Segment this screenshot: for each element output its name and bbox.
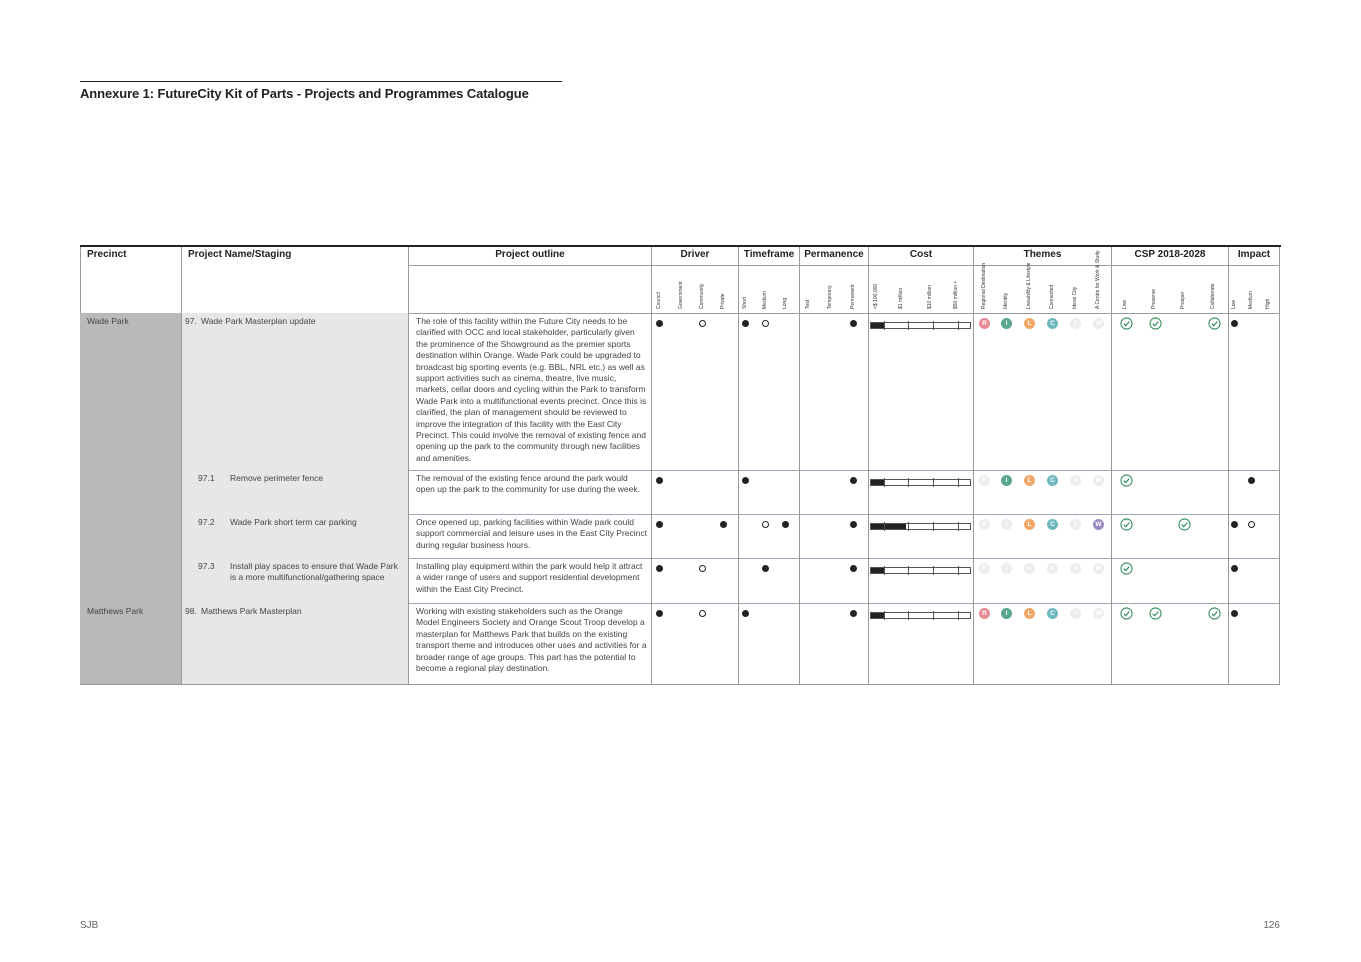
header-project-label: Project Name/Staging [188, 249, 292, 260]
cost-bar-tick [884, 478, 885, 487]
theme-badge-I: I [1070, 318, 1081, 329]
subheader-themes-1: Identity [1003, 292, 1009, 309]
impact-open-marker [1248, 521, 1255, 528]
project-outline: Working with existing stakeholders such as the Orange Model Engineers Society and Orange Scout Troop develop a masterplan for Matthews Park that builds on the existing transport theme and introduces other uses and activities for a broader range of age groups. This part has the potential to become a regional play destination. [416, 606, 647, 674]
theme-badge-R: R [979, 563, 990, 574]
theme-badge-C: C [1047, 318, 1058, 329]
cost-bar-tick [908, 478, 909, 487]
theme-badge-L: L [1024, 563, 1035, 574]
permanence-filled-marker [850, 521, 857, 528]
check-circle-icon [1120, 317, 1133, 330]
cost-bar-fill [871, 480, 885, 485]
cell-timeframe [739, 470, 800, 514]
subheader-driver-1: Government [678, 281, 684, 309]
title-rule [80, 81, 562, 82]
theme-badge-W: W [1093, 563, 1104, 574]
cell-impact [1229, 313, 1280, 470]
theme-badge-W: W [1093, 519, 1104, 530]
check-circle-icon [1208, 317, 1221, 330]
header-precinct-label: Precinct [87, 249, 127, 260]
subheader-themes-5: A Centre for Work & Study [1095, 250, 1101, 309]
cell-themes [974, 313, 1112, 470]
cell-themes [974, 603, 1112, 684]
cell-timeframe [739, 558, 800, 603]
check-circle-icon [1120, 518, 1133, 531]
cell-permanence [800, 603, 869, 684]
check-circle-icon [1178, 518, 1191, 531]
theme-badge-R: R [979, 475, 990, 486]
theme-badge-C: C [1047, 475, 1058, 486]
header-precinct [80, 247, 182, 313]
header-themes [974, 247, 1112, 313]
cost-bar-tick [908, 566, 909, 575]
cell-driver [652, 514, 739, 558]
subheader-timeframe-1: Medium [762, 291, 768, 309]
subheader-csp-0: Live [1122, 299, 1128, 309]
timeframe-filled-marker [782, 521, 789, 528]
driver-filled-marker [656, 320, 663, 327]
cell-precinct [80, 514, 182, 558]
cost-bar-tick [958, 566, 959, 575]
header-csp-label: CSP 2018-2028 [1134, 249, 1206, 260]
cost-bar [870, 322, 971, 329]
header-outline-label: Project outline [495, 249, 565, 260]
subheader-csp-1: Preserve [1151, 288, 1157, 309]
cost-bar-fill [871, 613, 885, 618]
cell-driver [652, 603, 739, 684]
cost-bar-tick [958, 321, 959, 330]
header-driver-label: Driver [680, 249, 710, 260]
cost-bar-tick [958, 478, 959, 487]
cell-cost [869, 313, 974, 470]
check-circle-icon [1149, 317, 1162, 330]
theme-badge-C: C [1047, 563, 1058, 574]
cell-driver [652, 470, 739, 514]
cell-themes [974, 470, 1112, 514]
check-circle-icon [1208, 607, 1221, 620]
cost-bar-tick [884, 611, 885, 620]
page-number: 126 [1263, 920, 1280, 931]
impact-filled-marker [1231, 521, 1238, 528]
subheader-cost-3: $50 million + [953, 280, 959, 309]
header-timeframe [739, 247, 800, 313]
subheader-permanence-2: Permanent [850, 284, 856, 309]
cost-bar-tick [908, 522, 909, 531]
theme-badge-I: I [1070, 519, 1081, 530]
cost-bar-tick [933, 522, 934, 531]
subheader-impact-0: Low [1231, 299, 1237, 309]
subheader-timeframe-2: Long [782, 297, 788, 309]
impact-filled-marker [1231, 565, 1238, 572]
impact-filled-marker [1248, 477, 1255, 484]
footer-brand: SJB [80, 920, 99, 931]
precinct-name: Matthews Park [87, 606, 144, 616]
cell-precinct [80, 558, 182, 603]
theme-badge-R: R [979, 608, 990, 619]
subheader-impact-1: Medium [1248, 291, 1254, 309]
table-row [80, 470, 1280, 514]
check-circle-icon [1120, 607, 1133, 620]
header-timeframe-label: Timeframe [743, 249, 795, 260]
table-bottom-border [80, 684, 1280, 685]
project-number: 97. [185, 316, 197, 326]
project-number: 97.3 [198, 561, 215, 571]
driver-filled-marker [720, 521, 727, 528]
check-circle-icon [1120, 562, 1133, 575]
project-name: Install play spaces to ensure that Wade Park is a more multifunctional/gathering space [230, 561, 398, 583]
precinct-name: Wade Park [87, 316, 129, 326]
subheader-csp-3: Collaborate [1210, 283, 1216, 309]
subheader-permanence-1: Temporary [827, 285, 833, 309]
check-circle-icon [1149, 607, 1162, 620]
cell-precinct [80, 470, 182, 514]
subheader-cost-0: <$ 100,000 [873, 283, 879, 309]
cost-bar-fill [871, 524, 906, 529]
project-name: Wade Park Masterplan update [201, 316, 316, 326]
subheader-driver-0: Council [656, 292, 662, 309]
theme-badge-L: L [1024, 519, 1035, 530]
cell-impact [1229, 514, 1280, 558]
subheader-permanence-0: Test [805, 299, 811, 309]
cell-cost [869, 514, 974, 558]
cost-bar-tick [958, 522, 959, 531]
table-header-row [80, 247, 1280, 313]
permanence-filled-marker [850, 477, 857, 484]
driver-filled-marker [656, 565, 663, 572]
header-project [182, 247, 409, 313]
subheader-driver-3: Private [720, 293, 726, 309]
subheader-driver-2: Community [699, 283, 705, 309]
cell-project [182, 313, 409, 470]
theme-badge-I: I [1001, 519, 1012, 530]
subheader-cost-1: $1 million [898, 287, 904, 309]
cell-permanence [800, 470, 869, 514]
driver-open-marker [699, 565, 706, 572]
cell-driver [652, 558, 739, 603]
cell-cost [869, 558, 974, 603]
check-circle-icon [1120, 474, 1133, 487]
theme-badge-L: L [1024, 608, 1035, 619]
theme-badge-I: I [1001, 318, 1012, 329]
subheader-themes-0: Regional Destination [981, 262, 987, 309]
table-row [80, 514, 1280, 558]
project-outline: Once opened up, parking facilities within Wade park could support commercial and leisure uses in the East City Precinct during regular business hours. [416, 517, 648, 550]
cell-csp [1112, 313, 1229, 470]
permanence-filled-marker [850, 320, 857, 327]
subheader-themes-4: Ideas City [1072, 286, 1078, 309]
table-row [80, 603, 1280, 684]
cell-themes [974, 558, 1112, 603]
cost-bar-tick [908, 321, 909, 330]
table-row [80, 313, 1280, 470]
project-number: 97.1 [198, 473, 215, 483]
permanence-filled-marker [850, 565, 857, 572]
driver-filled-marker [656, 521, 663, 528]
project-outline: Installing play equipment within the park would help it attract a wider range of users and support residential development within the East City Precinct. [416, 561, 643, 594]
cost-bar [870, 567, 971, 574]
theme-badge-I: I [1001, 475, 1012, 486]
page-title: Annexure 1: FutureCity Kit of Parts - Projects and Programmes Catalogue [80, 86, 529, 101]
theme-badge-C: C [1047, 608, 1058, 619]
project-number: 97.2 [198, 517, 215, 527]
theme-badge-C: C [1047, 519, 1058, 530]
cell-cost [869, 470, 974, 514]
timeframe-filled-marker [762, 565, 769, 572]
subheader-themes-3: Connected [1049, 284, 1055, 309]
cost-bar-tick [933, 321, 934, 330]
cost-bar [870, 479, 971, 486]
cost-bar-tick [958, 611, 959, 620]
cost-bar [870, 612, 971, 619]
subheader-timeframe-0: Short [742, 297, 748, 309]
cell-timeframe [739, 313, 800, 470]
cell-impact [1229, 470, 1280, 514]
project-name: Remove perimeter fence [230, 473, 324, 483]
cost-bar-tick [908, 611, 909, 620]
subheader-cost-2: $10 million [927, 285, 933, 309]
cost-bar-fill [871, 568, 885, 573]
cost-bar-tick [933, 611, 934, 620]
theme-badge-L: L [1024, 318, 1035, 329]
theme-badge-I: I [1001, 563, 1012, 574]
theme-badge-I: I [1001, 608, 1012, 619]
cell-themes [974, 514, 1112, 558]
timeframe-filled-marker [742, 477, 749, 484]
project-outline: The removal of the existing fence around the park would open up the park to the community for use during the week. [416, 473, 640, 495]
permanence-filled-marker [850, 610, 857, 617]
driver-open-marker [699, 320, 706, 327]
cost-bar-tick [884, 321, 885, 330]
cost-bar [870, 523, 971, 530]
theme-badge-W: W [1093, 608, 1104, 619]
cost-bar-fill [871, 323, 885, 328]
impact-filled-marker [1231, 320, 1238, 327]
theme-badge-W: W [1093, 475, 1104, 486]
project-outline: The role of this facility within the Future City needs to be clarified with OCC and local stakeholder, particularly given the prominence of the Showground as the premier sports destination within Orange. Wade Park could be upgraded to broadcast big sporting events (e.g. BBL, NRL etc.) as well as support activities such as cinema, theatre, live music, markets, cellar doors and cycling within the Park to transform Wade Park into a multifunctional events precinct. Once this is clarified, the plan of management should be reviewed to improve the integration of this facility with the East City Precinct. This could involve the removal of existing fence and opening up the park to the community through new facilities and amenities. [416, 316, 647, 463]
cell-permanence [800, 313, 869, 470]
timeframe-open-marker [762, 521, 769, 528]
cost-bar-tick [933, 566, 934, 575]
cell-permanence [800, 558, 869, 603]
cell-precinct [80, 313, 182, 470]
cost-bar-tick [884, 522, 885, 531]
timeframe-filled-marker [742, 320, 749, 327]
cost-bar-tick [933, 478, 934, 487]
projects-catalogue-table [80, 245, 1281, 674]
theme-badge-R: R [979, 318, 990, 329]
theme-badge-R: R [979, 519, 990, 530]
driver-open-marker [699, 610, 706, 617]
subheader-themes-2: Liveability & Lifestyle [1026, 262, 1032, 309]
theme-badge-I: I [1070, 475, 1081, 486]
driver-filled-marker [656, 477, 663, 484]
header-permanence-label: Permanence [804, 249, 864, 260]
timeframe-filled-marker [742, 610, 749, 617]
theme-badge-I: I [1070, 563, 1081, 574]
project-name: Matthews Park Masterplan [201, 606, 302, 616]
header-impact-label: Impact [1237, 249, 1271, 260]
table-row [80, 558, 1280, 603]
header-outline [409, 247, 652, 313]
project-number: 98. [185, 606, 197, 616]
cell-driver [652, 313, 739, 470]
subheader-impact-2: High [1265, 298, 1271, 309]
impact-filled-marker [1231, 610, 1238, 617]
cost-bar-tick [884, 566, 885, 575]
header-cost-label: Cost [909, 249, 933, 260]
subheader-csp-2: Prosper [1180, 291, 1186, 309]
theme-badge-I: I [1070, 608, 1081, 619]
theme-badge-L: L [1024, 475, 1035, 486]
theme-badge-W: W [1093, 318, 1104, 329]
header-themes-label: Themes [1023, 249, 1062, 260]
project-name: Wade Park short term car parking [230, 517, 357, 527]
cell-timeframe [739, 514, 800, 558]
timeframe-open-marker [762, 320, 769, 327]
driver-filled-marker [656, 610, 663, 617]
cell-permanence [800, 514, 869, 558]
